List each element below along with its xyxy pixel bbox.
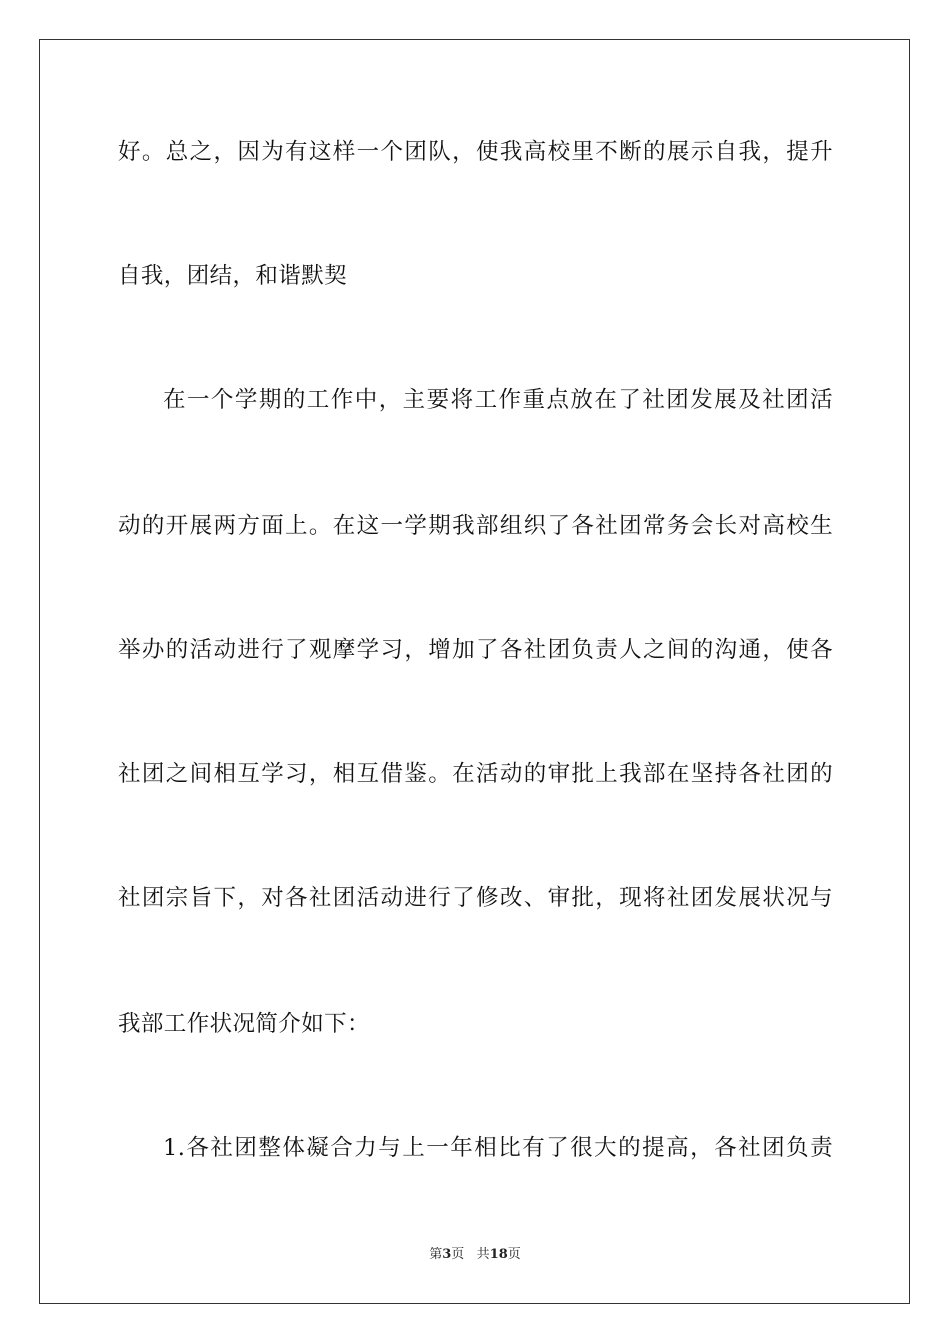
- page-prefix: 第: [429, 1247, 443, 1262]
- paragraph-line: 社团宗旨下，对各社团活动进行了修改、审批，现将社团发展状况与: [118, 885, 833, 911]
- current-page-number: 3: [442, 1247, 452, 1262]
- paragraph-line: 自我，团结，和谐默契: [118, 263, 348, 289]
- paragraph-line: 好。总之，因为有这样一个团队，使我高校里不断的展示自我，提升: [118, 139, 833, 165]
- page-footer: [0, 1246, 950, 1264]
- total-suffix: 页: [507, 1247, 521, 1262]
- paragraph-line: 1.各社团整体凝合力与上一年相比有了很大的提高，各社团负责: [163, 1135, 833, 1161]
- paragraph-line: 在一个学期的工作中，主要将工作重点放在了社团发展及社团活: [163, 387, 833, 413]
- paragraph-line: 动的开展两方面上。在这一学期我部组织了各社团常务会长对高校生: [118, 513, 833, 539]
- paragraph-line: 社团之间相互学习，相互借鉴。在活动的审批上我部在坚持各社团的: [118, 761, 833, 787]
- page-border: [39, 39, 910, 1304]
- total-prefix: 共: [476, 1247, 490, 1262]
- paragraph-line: 我部工作状况简介如下：: [118, 1011, 370, 1037]
- total-pages-number: 18: [489, 1247, 508, 1262]
- page-suffix: 页: [451, 1247, 465, 1262]
- paragraph-line: 举办的活动进行了观摩学习，增加了各社团负责人之间的沟通，使各: [118, 637, 833, 663]
